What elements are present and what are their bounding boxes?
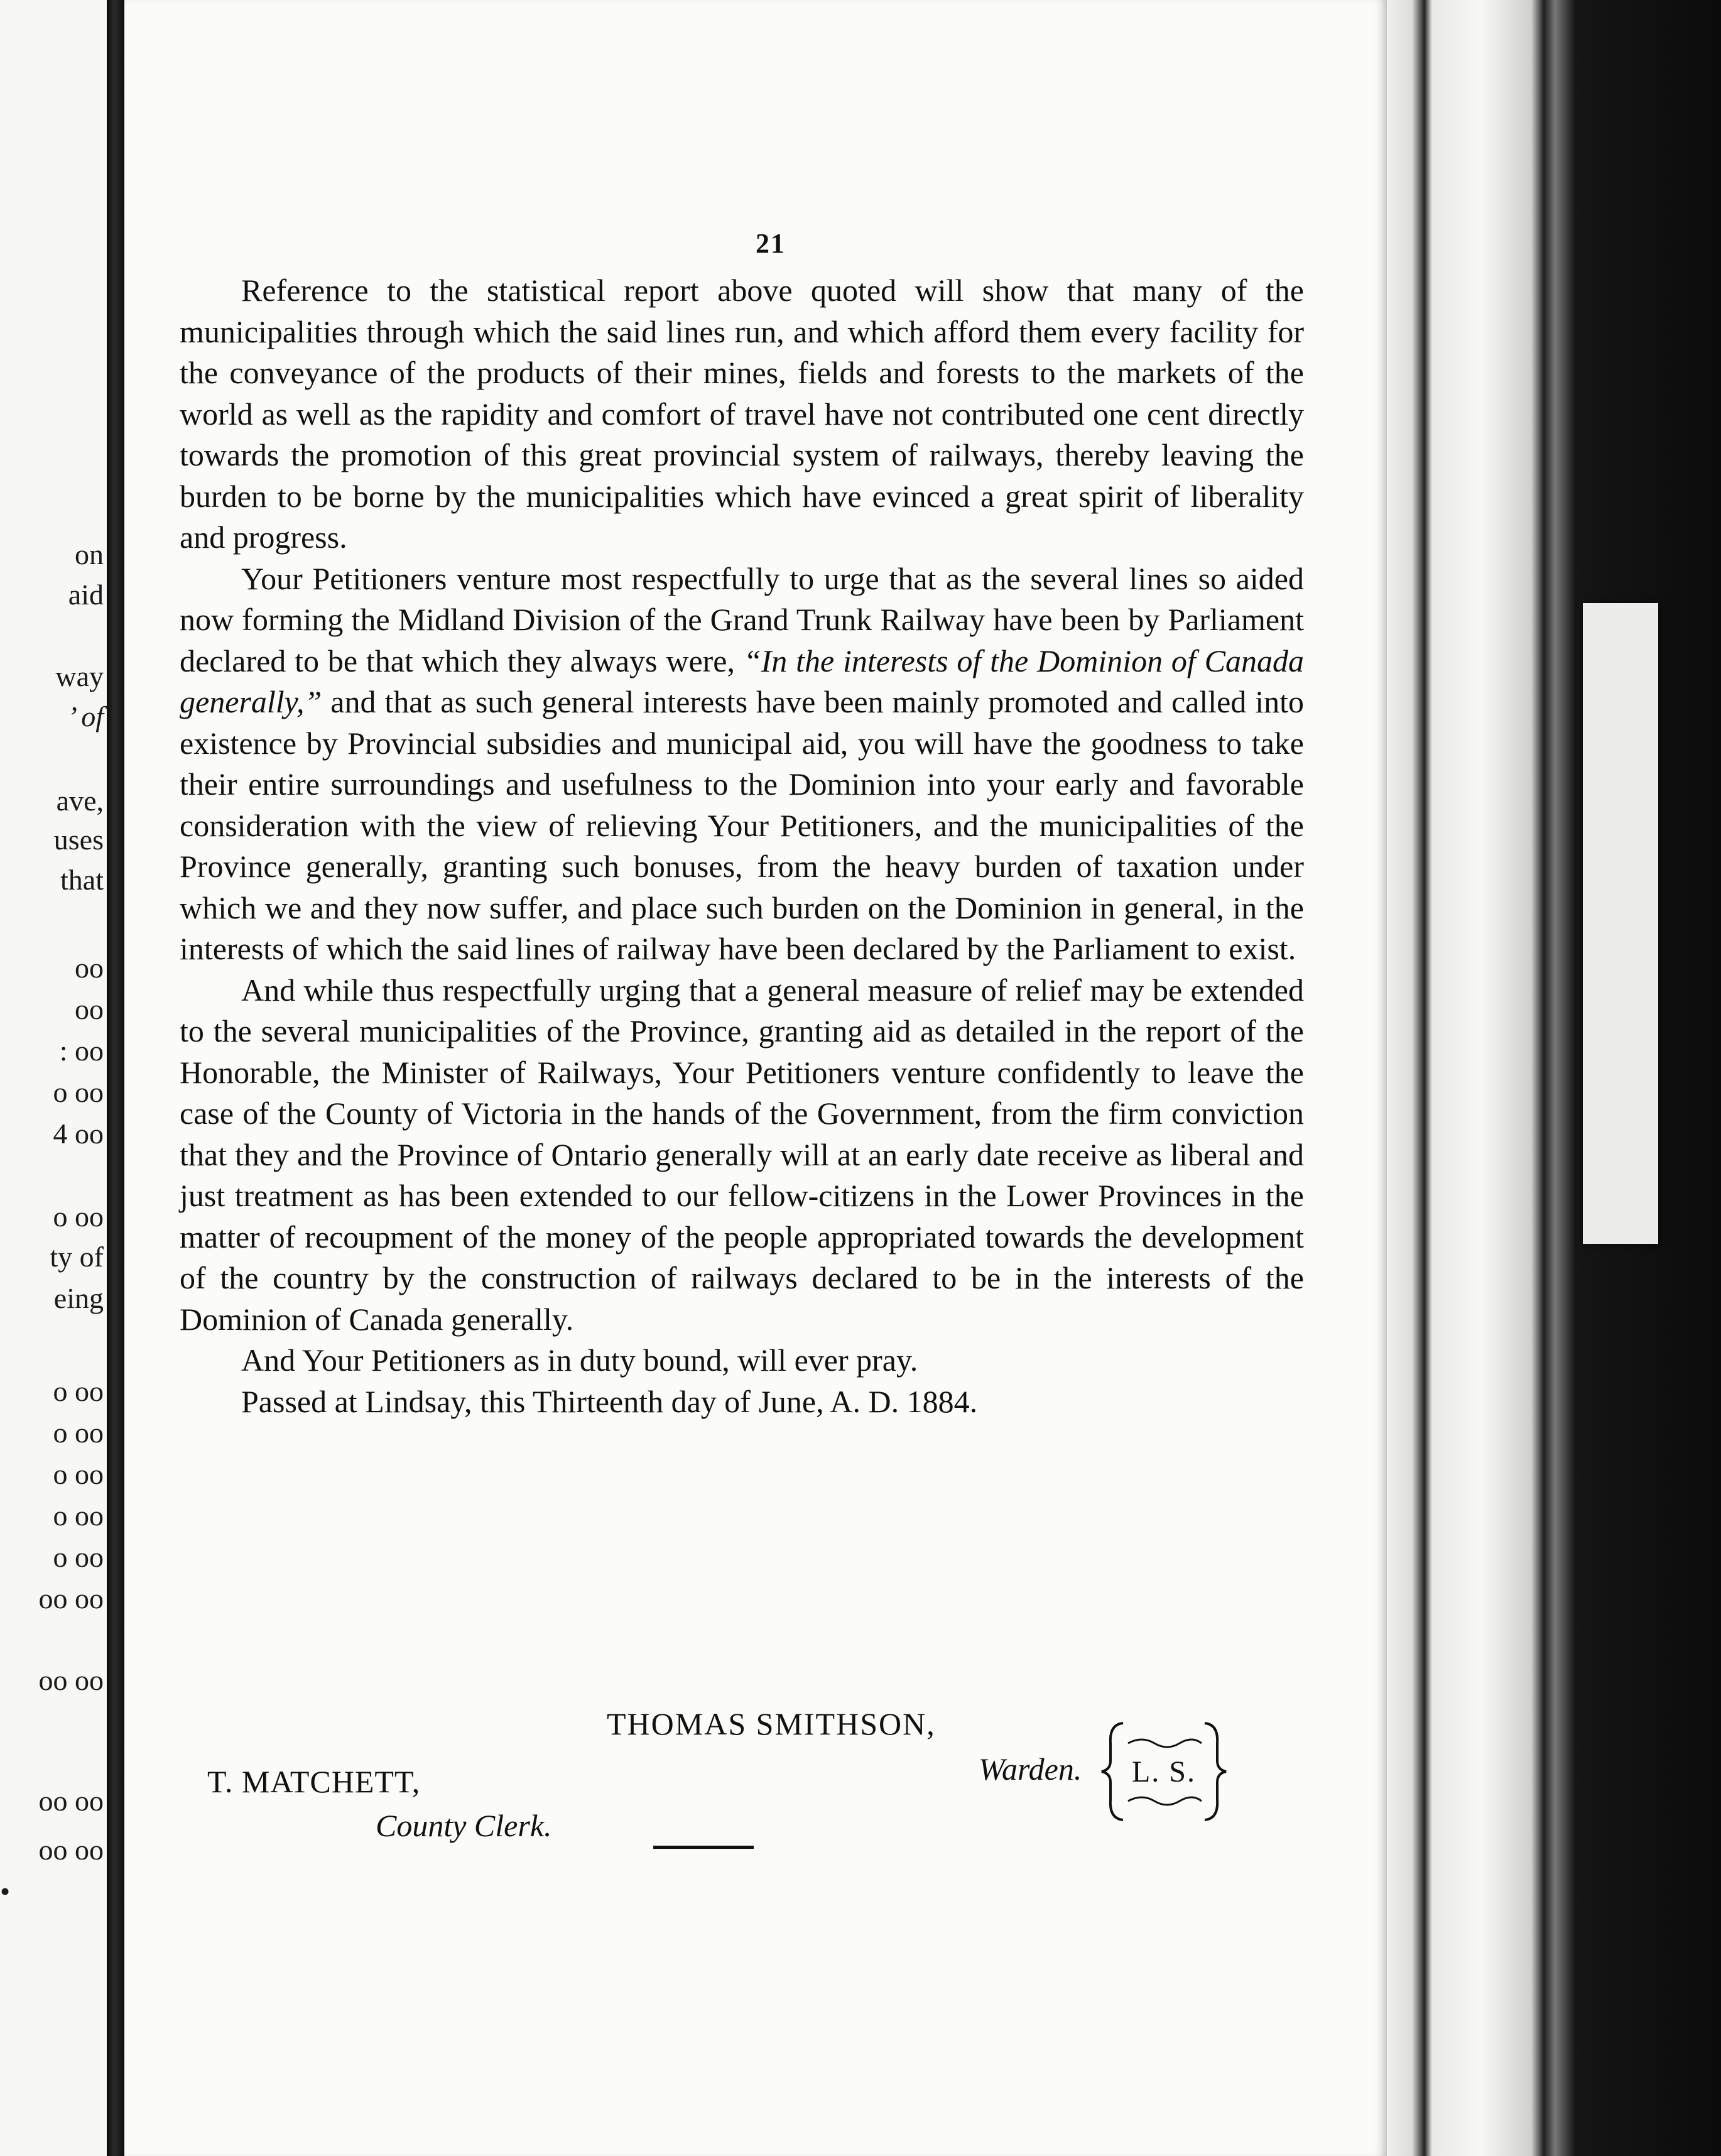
left-fragment-text: oo oo bbox=[38, 1582, 104, 1614]
paragraph-midland-division bbox=[180, 558, 1304, 970]
left-fragment-text: ’ of bbox=[67, 700, 104, 732]
left-fragment-text: oo oo bbox=[38, 1834, 104, 1866]
clerk-name: T. MATCHETT, bbox=[207, 1764, 421, 1799]
paragraph-text: and that as such general interests have been mainly promoted and called into existence by Provincial subsidies and municipal aid, you will have the goodness to take their entire surroundings and usefulness to the Dominion into your early and favorable consideration with the view of relieving Your Petitioners, and the municipalities of the Province generally, granting such bonuses, from the heavy burden of taxation under which we and they now suffer, and place such burden on the Dominion in general, in the interests of which the said lines of railway have been declared by the Parliament to exist. bbox=[180, 684, 1304, 966]
signature-block bbox=[175, 1706, 1318, 1869]
left-fragment-text: o oo bbox=[53, 1200, 104, 1233]
left-fragment-text: that bbox=[60, 864, 104, 896]
clerk-title: County Clerk. bbox=[376, 1808, 552, 1843]
left-fragment-text: oo bbox=[75, 993, 104, 1025]
italic-quotation: “In the interests of the Dominion of Canada generally,” bbox=[180, 643, 1304, 719]
left-fragment-text: eing bbox=[53, 1282, 104, 1314]
left-fragment-text: o oo bbox=[53, 1076, 104, 1108]
left-fragment-text: • bbox=[0, 1875, 11, 1907]
left-fragment-text: o oo bbox=[53, 1541, 104, 1573]
left-fragment-text: : oo bbox=[59, 1035, 104, 1067]
left-fragment-text: o oo bbox=[53, 1458, 104, 1490]
left-fragment-text: uses bbox=[53, 824, 104, 856]
seal-text: L. S. bbox=[1131, 1755, 1196, 1788]
left-page-fragment bbox=[0, 0, 107, 2156]
book-gutter bbox=[107, 0, 124, 2156]
paragraph-passed-date: Passed at Lindsay, this Thirteenth day of June, A. D. 1884. bbox=[241, 1383, 978, 1419]
left-fragment-text: oo oo bbox=[38, 1664, 104, 1696]
left-fragment-text: o oo bbox=[53, 1500, 104, 1532]
left-fragment-text: o oo bbox=[53, 1417, 104, 1449]
left-fragment-text: ty of bbox=[50, 1241, 104, 1273]
petition-body bbox=[180, 270, 1304, 1422]
page-number: 21 bbox=[756, 228, 786, 259]
left-fragment-text: 4 oo bbox=[53, 1118, 104, 1150]
book-edge bbox=[1387, 0, 1721, 2156]
paragraph-statistical-report: Reference to the statistical report above quoted will show that many of the municipalities through which the said lines run, and which afford them every facility for the conveyance of the products of their mines, fields and forests to the markets of the world as well as the rapidity and comfort of travel have not contributed one cent directly towards the promotion of this great provincial system of railways, thereby leaving the burden to be borne by the municipalities which have evinced a great spirit of liberality and progress. bbox=[180, 273, 1304, 555]
left-fragment-text: o oo bbox=[53, 1375, 104, 1407]
seal-mark bbox=[1098, 1718, 1230, 1825]
paper-slip bbox=[1583, 603, 1658, 1244]
paragraph-prayer: And Your Petitioners as in duty bound, will ever pray. bbox=[241, 1342, 918, 1378]
left-fragment-text: ave, bbox=[56, 785, 104, 817]
paragraph-relief-measure: And while thus respectfully urging that a general measure of relief may be extended to the several municipalities of the Province, granting aid as detailed in the report of the Honorable, the Minister of Railways, Your Petitioners venture confidently to leave the case of the County of Victoria in the hands of the Government, from the firm conviction that they and the Province of Ontario generally will at an early date receive as liberal and just treatment as has been extended to our fellow-citizens in the Lower Provinces in the matter of recoupment of the money of the people appropriated towards the development of the country by the construction of railways declared to be in the interests of the Dominion of Canada generally. bbox=[180, 972, 1304, 1337]
paragraph-text: Your Petitioners venture most respectfully to urge that as the several lines so aided now forming the Midland Division of the Grand Trunk Railway have been by Parliament declared to be that which they always were, bbox=[180, 560, 1304, 678]
document-page bbox=[124, 0, 1387, 2156]
warden-title: Warden. bbox=[979, 1751, 1082, 1787]
left-fragment-text: oo oo bbox=[38, 1785, 104, 1817]
warden-name: THOMAS SMITHSON, bbox=[607, 1706, 936, 1741]
left-fragment-text: oo bbox=[75, 952, 104, 984]
closing-rule bbox=[653, 1846, 754, 1849]
left-fragment-text: on bbox=[75, 538, 104, 570]
left-fragment-text: aid bbox=[68, 579, 104, 611]
left-fragment-text: way bbox=[55, 660, 104, 692]
